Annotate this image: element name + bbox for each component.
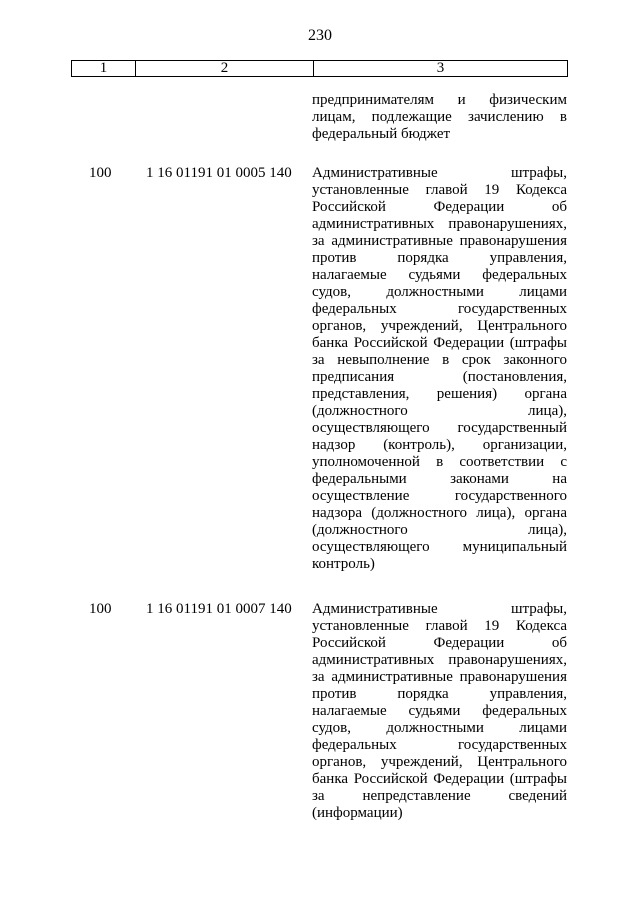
row-1-description bbox=[312, 165, 567, 573]
row-2-description-line: налагаемые судьями федеральных bbox=[312, 703, 567, 719]
row-1-description-line: федеральными законами на bbox=[312, 471, 567, 487]
row-1-description-line: осуществление государственного bbox=[312, 488, 567, 504]
row-2-description-line: федеральных государственных bbox=[312, 737, 567, 753]
row-2-description-line: административных правонарушениях, bbox=[312, 652, 567, 668]
row-1-description-line: административных правонарушениях, bbox=[312, 216, 567, 232]
row-1-description-line: осуществляющего государственный bbox=[312, 420, 567, 436]
header-col-3: 3 bbox=[436, 60, 445, 76]
continuation-line: лицам, подлежащие зачислению в bbox=[312, 109, 567, 125]
row-2-description-line: Российской Федерации об bbox=[312, 635, 567, 651]
row-1-description-line: предписания (постановления, bbox=[312, 369, 567, 385]
row-1-description-line: уполномоченной в соответствии с bbox=[312, 454, 567, 470]
row-1-description-line: Административные штрафы, bbox=[312, 165, 567, 181]
row-1-description-line: Российской Федерации об bbox=[312, 199, 567, 215]
row-1-description-line: (должностного лица), bbox=[312, 522, 567, 538]
row-2-kbk-code: 1 16 01191 01 0007 140 bbox=[146, 601, 292, 617]
row-2-description-line: Административные штрафы, bbox=[312, 601, 567, 617]
row-1-description-line: за невыполнение в срок законного bbox=[312, 352, 567, 368]
table-header bbox=[71, 60, 568, 77]
row-2-description-line: судов, должностными лицами bbox=[312, 720, 567, 736]
row-1-description-line: (должностного лица), bbox=[312, 403, 567, 419]
continuation-description bbox=[312, 92, 567, 143]
row-2-admin-code: 100 bbox=[89, 601, 112, 617]
row-2-description-line: за непредставление сведений bbox=[312, 788, 567, 804]
row-1-description-line: судов, должностными лицами bbox=[312, 284, 567, 300]
row-2-description-line: органов, учреждений, Центрального bbox=[312, 754, 567, 770]
row-1-kbk-code: 1 16 01191 01 0005 140 bbox=[146, 165, 292, 181]
row-1-description-line: за административные правонарушения bbox=[312, 233, 567, 249]
row-1-description-line: органов, учреждений, Центрального bbox=[312, 318, 567, 334]
header-col-2: 2 bbox=[136, 61, 314, 76]
row-2-description-line: против порядка управления, bbox=[312, 686, 567, 702]
row-1-description-line: надзор (контроль), организации, bbox=[312, 437, 567, 453]
row-2-description-line: за административные правонарушения bbox=[312, 669, 567, 685]
row-1-description-line: налагаемые судьями федеральных bbox=[312, 267, 567, 283]
row-1-description-line: контроль) bbox=[312, 556, 375, 572]
page-number: 230 bbox=[308, 27, 332, 44]
row-1-description-line: представления, решения) органа bbox=[312, 386, 567, 402]
row-2-description-line: банка Российской Федерации (штрафы bbox=[312, 771, 567, 787]
row-2-description-line: установленные главой 19 Кодекса bbox=[312, 618, 567, 634]
row-2-description-line: (информации) bbox=[312, 805, 403, 821]
row-1-description-line: установленные главой 19 Кодекса bbox=[312, 182, 567, 198]
row-1-admin-code: 100 bbox=[89, 165, 112, 181]
row-1-description-line: надзора (должностного лица), органа bbox=[312, 505, 567, 521]
header-col-1: 1 bbox=[72, 61, 136, 76]
row-1-description-line: осуществляющего муниципальный bbox=[312, 539, 567, 555]
continuation-line: предпринимателям и физическим bbox=[312, 92, 567, 108]
row-1-description-line: федеральных государственных bbox=[312, 301, 567, 317]
row-1-description-line: банка Российской Федерации (штрафы bbox=[312, 335, 567, 351]
row-2-description bbox=[312, 601, 567, 822]
continuation-line: федеральный бюджет bbox=[312, 126, 451, 142]
row-1-description-line: против порядка управления, bbox=[312, 250, 567, 266]
